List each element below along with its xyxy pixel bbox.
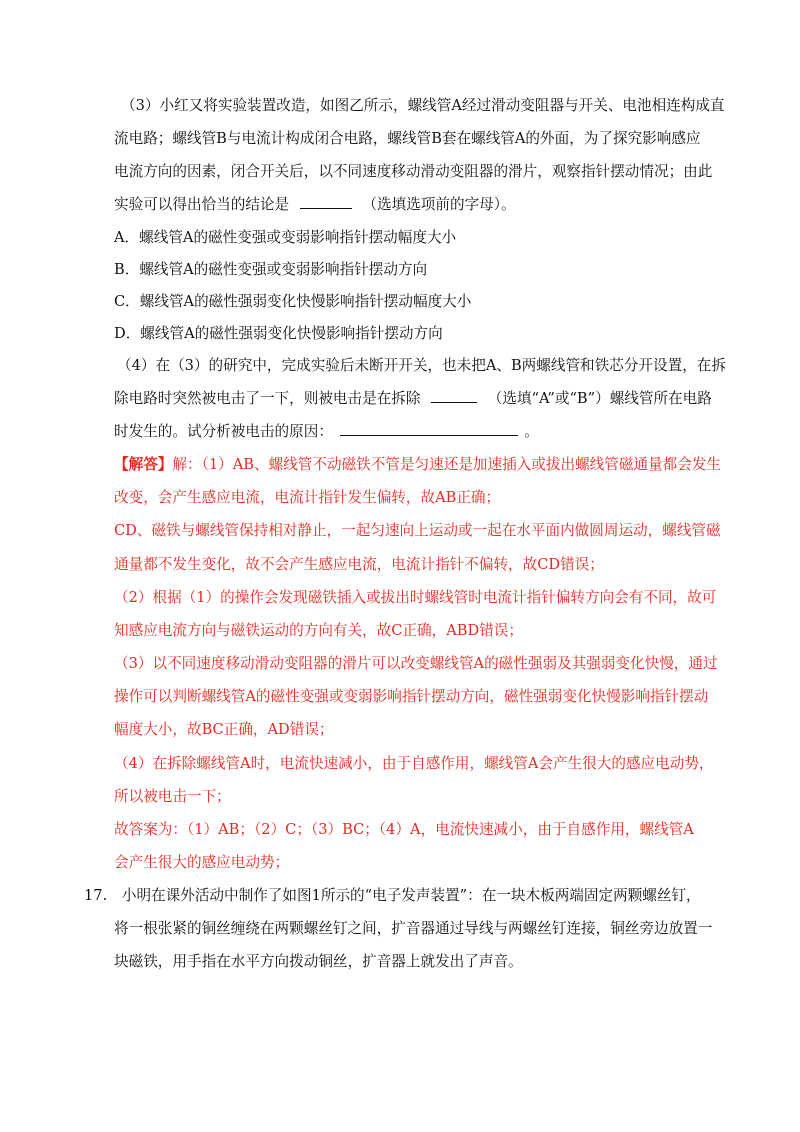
q16-part3-line-1: （3）小红又将实验装置改造，如图乙所示，螺线管A经过滑动变阻器与开关、电池相连构成直: [121, 97, 725, 114]
q17-text-1: 小明在课外活动中制作了如图1所示的“电子发声装置”：在一块木板两端固定两颗螺丝钉，: [121, 887, 701, 904]
q16-part3-line-2: 流电路；螺线管B与电流计构成闭合电路，螺线管B套在螺线管A的外面，为了探究影响感应: [114, 130, 701, 147]
q16-part4-line-3-end: 。: [524, 423, 539, 440]
q16-part4-line-2: [114, 389, 712, 409]
q17-line-2: 将一根张紧的铜丝缠绕在两颗螺丝钉之间，扩音器通过导线与两螺丝钉连接，铜丝旁边放置一: [114, 920, 713, 937]
answer-line-1: [114, 455, 721, 475]
answer-line-6: 知感应电流方向与磁铁运动的方向有关，故C正确，ABD错误；: [114, 622, 523, 639]
answer-line-2: 改变，会产生感应电流，电流计指针发生偏转，故AB正确；: [114, 489, 501, 506]
answer-line-8: 操作可以判断螺线管A的磁性变强或变弱影响指针摆动方向，磁性强弱变化快慢影响指针摆动: [114, 688, 709, 705]
q16-part4-line-2-hint: （选填“A”或“B”）螺线管所在电路: [487, 390, 712, 407]
answer-line-13: 会产生很大的感应电动势；: [114, 854, 290, 871]
q17-line-1: [84, 886, 701, 906]
answer-blank-part4-a: [431, 389, 477, 403]
answer-blank-part3: [300, 195, 352, 209]
answer-line-10: （4）在拆除螺线管A时，电流快速减小，由于自感作用，螺线管A会产生很大的感应电动势，: [114, 755, 714, 772]
answer-line-3: CD、磁铁与螺线管保持相对静止，一起匀速向上运动或一起在水平面内做圆周运动，螺线管磁: [114, 522, 721, 539]
option-d: D．螺线管A的磁性强弱变化快慢影响指针摆动方向: [114, 325, 443, 342]
q16-part4-line-1: （4）在（3）的研究中，完成实验后未断开开关，也未把A、B两螺线管和铁芯分开设置，在拆: [117, 357, 726, 374]
option-c: C．螺线管A的磁性强弱变化快慢影响指针摆动幅度大小: [114, 293, 472, 310]
q16-part3-line-4: [114, 195, 516, 215]
q16-part3-line-3: 电流方向的因素，闭合开关后，以不同速度移动滑动变阻器的滑片，观察指针摆动情况；由此: [114, 163, 713, 180]
answer-line-5: （2）根据（1）的操作会发现磁铁插入或拔出时螺线管时电流计指针偏转方向会有不同，故可: [114, 589, 717, 606]
q16-part4-line-3: [114, 422, 539, 442]
q16-part3-line-4-hint: （选填选项前的字母）。: [362, 196, 516, 213]
option-a: A．螺线管A的磁性变强或变弱影响指针摆动幅度大小: [114, 229, 457, 246]
answer-first-line: 解：（1）AB、螺线管不动磁铁不管是匀速还是加速插入或拔出螺线管磁通量都会发生: [172, 456, 722, 473]
answer-line-9: 幅度大小，故BC正确，AD错误；: [114, 721, 334, 738]
answer-blank-part4-b: [340, 422, 518, 436]
answer-line-7: （3）以不同速度移动滑动变阻器的滑片可以改变螺线管A的磁性强弱及其强弱变化快慢，通过: [114, 655, 718, 672]
q16-part4-line-2-text: 除电路时突然被电击了一下，则被电击是在拆除: [114, 390, 421, 407]
answer-tag: 【解答】: [114, 456, 173, 473]
q17-number: 17.: [84, 887, 108, 904]
option-b: B．螺线管A的磁性变强或变弱影响指针摆动方向: [114, 261, 428, 278]
q16-part3-line-4-text: 实验可以得出恰当的结论是: [114, 196, 290, 213]
answer-line-12: 故答案为：（1）AB；（2）C；（3）BC；（4）A，电流快速减小，由于自感作用，螺线管A: [114, 821, 694, 838]
q17-line-3: 块磁铁，用手指在水平方向拨动铜丝，扩音器上就发出了声音。: [114, 953, 523, 970]
answer-line-4: 通量都不发生变化，故不会产生感应电流，电流计指针不偏转，故CD错误；: [114, 556, 604, 573]
q16-part4-line-3-text: 时发生的。试分析被电击的原因：: [114, 423, 333, 440]
answer-line-11: 所以被电击一下；: [114, 788, 231, 805]
